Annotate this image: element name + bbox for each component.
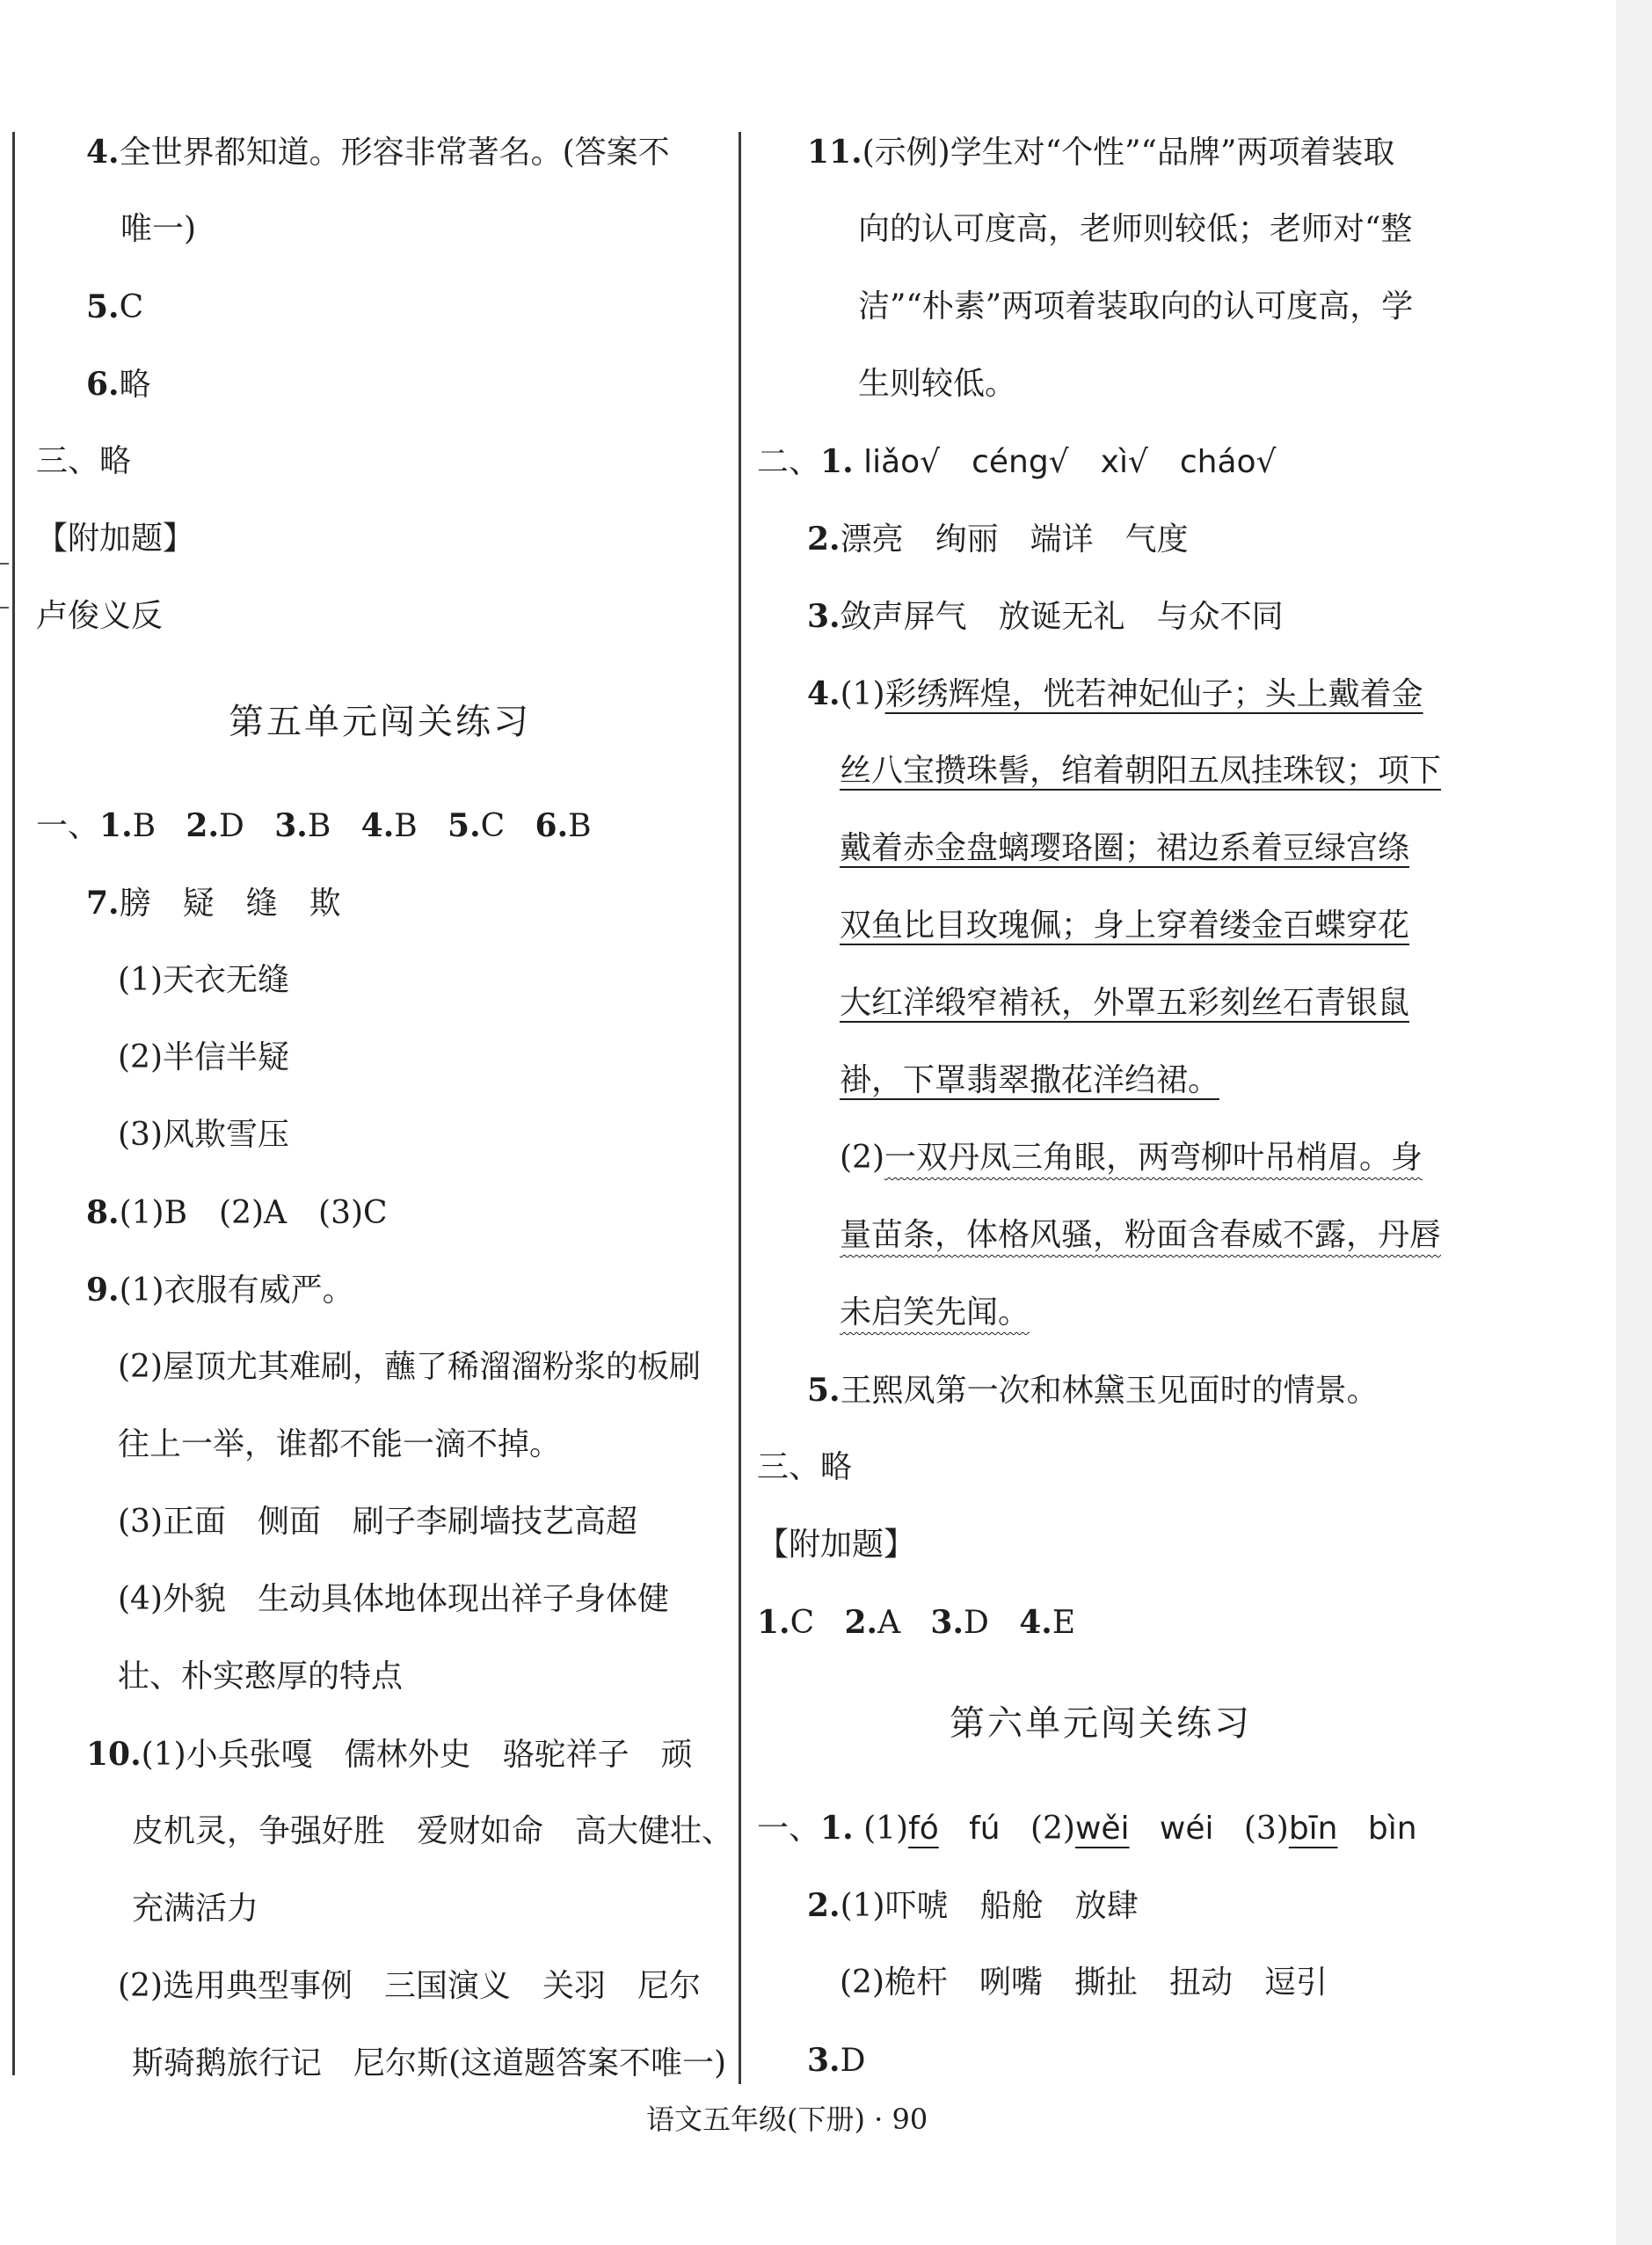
answer-line: 壮、朴实憨厚的特点 (118, 1658, 404, 1695)
answer-line: 3.D (807, 2042, 866, 2079)
answer-line: 5.王熙凤第一次和林黛玉见面时的情景。 (807, 1372, 1379, 1409)
section-line: 三、略 (36, 443, 132, 479)
answer-line: (2)屋顶尤其难刷，蘸了稀溜溜粉浆的板刷 (118, 1349, 701, 1385)
answer-line: 卢俊义反 (36, 598, 164, 634)
answer-line: 一、1.B 2.D 3.B 4.B 5.C 6.B (36, 807, 592, 844)
unit-6-title: 第六单元闯关练习 (950, 1703, 1252, 1744)
unit-5-title: 第五单元闯关练习 (229, 702, 531, 742)
answer-line: 6.略 (86, 366, 151, 403)
answer-line: 洁”“朴素”两项着装取向的认可度高，学 (858, 288, 1414, 324)
answer-line: 斯骑鹅旅行记 尼尔斯(这道题答案不唯一) (132, 2045, 727, 2081)
page-footer: 语文五年级(下册) · 90 (646, 2103, 928, 2136)
wavy-underlined-quote: 一双丹凤三角眼，两弯柳叶吊梢眉。身 (884, 1140, 1423, 1176)
answer-line: 10.(1)小兵张嘎 儒林外史 骆驼祥子 顽 (86, 1736, 693, 1773)
wavy-underlined-quote: 未启笑先闻。 (840, 1294, 1030, 1330)
answer-line: 2.(1)吓唬 船舱 放肆 (807, 1887, 1139, 1924)
underlined-quote: 大红洋缎窄褃袄，外罩五彩刻丝石青银鼠 (840, 985, 1410, 1021)
answer-line: 唯一) (120, 211, 197, 247)
answer-line: (4)外貌 生动具体地体现出祥子身体健 (118, 1581, 669, 1617)
underlined-quote: 戴着赤金盘螭璎珞圈；裙边系着豆绿宫绦 (840, 830, 1410, 866)
column-divider (739, 132, 741, 2084)
page-edge-shadow (1616, 0, 1652, 2245)
answer-line: 1.C 2.A 3.D 4.E (757, 1604, 1076, 1641)
answer-line: (3)正面 侧面 刷子李刷墙技艺高超 (118, 1504, 637, 1540)
answer-line: (2)一双丹凤三角眼，两弯柳叶吊梢眉。身 (840, 1140, 1423, 1176)
answer-line: 5.C (86, 288, 144, 325)
underlined-quote: 双鱼比目玫瑰佩；身上穿着缕金百蝶穿花 (840, 907, 1410, 944)
answer-line: 向的认可度高，老师则较低；老师对“整 (858, 211, 1413, 247)
answer-line: 生则较低。 (858, 366, 1017, 402)
answer-line: (2)桅杆 咧嘴 撕扯 扭动 逗引 (840, 1964, 1328, 2001)
section-line: 三、略 (757, 1449, 853, 1485)
answer-line: (1)天衣无缝 (118, 962, 289, 998)
answer-line: 一、1. (1)fó fú (2)wěi wéi (3)bīn bìn (757, 1810, 1417, 1847)
answer-line: 二、1. liǎo√ céng√ xì√ cháo√ (757, 443, 1277, 480)
underlined-quote: 彩绣辉煌，恍若神妃仙子；头上戴着金 (884, 676, 1423, 712)
underlined-quote: 褂，下罩翡翠撒花洋绉裙。 (840, 1062, 1220, 1098)
left-margin-rule (12, 132, 15, 2075)
answer-line: 4.(1)彩绣辉煌，恍若神妃仙子；头上戴着金 (807, 675, 1423, 712)
answer-line: 往上一举，谁都不能一滴不掉。 (118, 1426, 562, 1462)
answer-line: 9.(1)衣服有威严。 (86, 1272, 354, 1308)
bonus-heading: 【附加题】 (36, 521, 195, 557)
answer-line: (2)选用典型事例 三国演义 关羽 尼尔 (118, 1968, 701, 2004)
answer-line: 充满活力 (132, 1891, 259, 1927)
answer-line: 皮机灵，争强好胜 爱财如命 高大健壮、 (132, 1813, 734, 1849)
answer-line: 8.(1)B (2)A (3)C (86, 1194, 388, 1231)
answer-line: 2.漂亮 绚丽 端详 气度 (807, 521, 1189, 558)
wavy-underlined-quote: 量苗条，体格风骚，粉面含春威不露，丹唇 (840, 1217, 1442, 1253)
answer-line: 4.全世界都知道。形容非常著名。(答案不 (86, 134, 670, 171)
binding-mark (0, 607, 9, 609)
underlined-quote: 丝八宝攒珠髻，绾着朝阳五凤挂珠钗；项下 (840, 753, 1442, 789)
answer-line: (3)风欺雪压 (118, 1117, 289, 1153)
binding-mark (0, 563, 9, 565)
bonus-heading: 【附加题】 (757, 1527, 916, 1563)
answer-line: 3.敛声屏气 放诞无礼 与众不同 (807, 598, 1284, 635)
answer-line: 7.膀 疑 缝 欺 (86, 885, 341, 922)
answer-line: 11.(示例)学生对“个性”“品牌”两项着装取 (807, 134, 1395, 171)
answer-line: (2)半信半疑 (118, 1039, 289, 1075)
